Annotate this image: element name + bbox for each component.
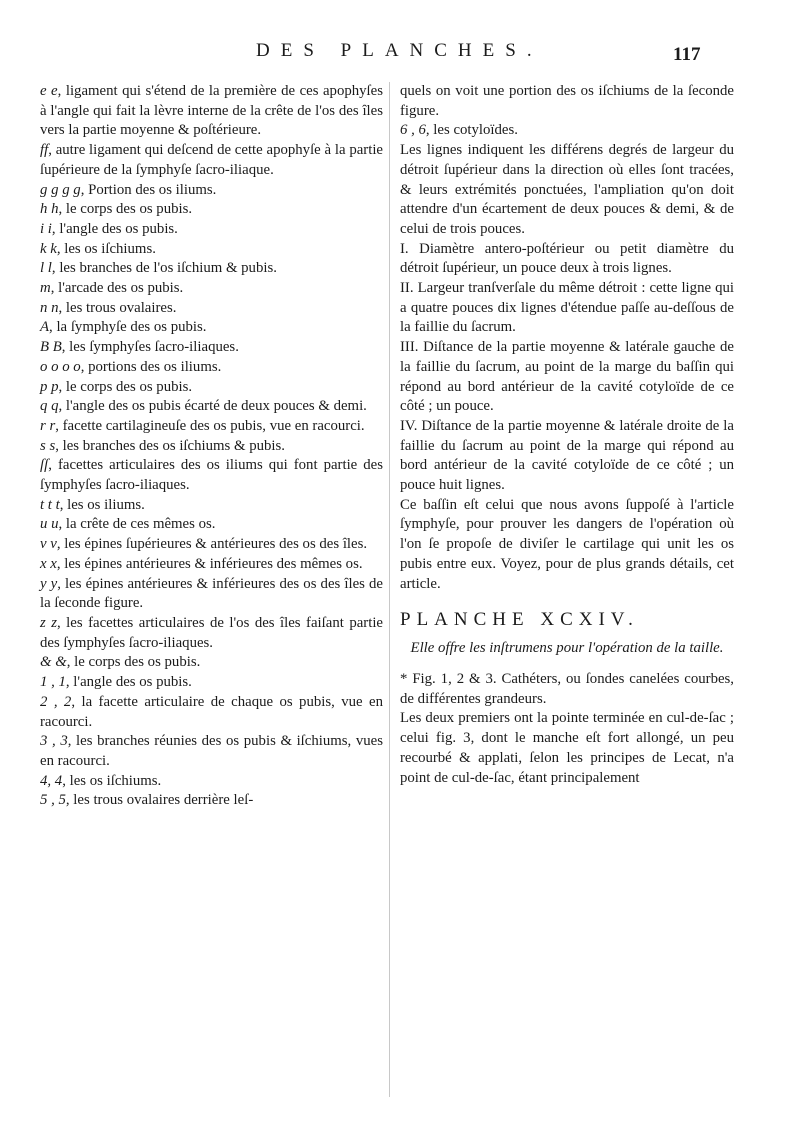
continuation-text: quels on voit une portion des os iſchiums de la ſeconde figure. [400,83,734,119]
legend-text: , le corps des os pubis. [58,378,193,395]
legend-key: g g g g [40,181,81,198]
legend-key: i i [40,220,52,237]
legend-text: , la facette articulaire de chaque os pubis, vue en racourci. [40,693,383,730]
legend-entry [40,732,383,771]
legend-entry [40,318,383,338]
legend-text: , les os iſchiums. [56,240,156,257]
legend-key: z z [40,614,57,631]
legend-entry [40,614,383,653]
legend-key: q q [40,398,59,415]
legend-text: , les épines antérieures & inférieures des mêmes os. [56,555,363,572]
legend-text: , l'angle des os pubis. [51,220,178,237]
legend-text: , l'arcade des os pubis. [50,280,184,297]
legend-text: , les branches des os iſchiums & pubis. [55,437,285,454]
figure-paragraph: * Fig. 1, 2 & 3. Cathéters, ou ſondes canelées courbes, de différentes grandeurs. [400,670,734,707]
numbered-item: I. Diamètre antero-poſtérieur ou petit diamètre du détroit ſupérieur, un pouce deux à trois lignes. [400,240,734,277]
legend-text: , les os iſchiums. [62,772,162,789]
legend-key: A [40,319,50,336]
legend-text: , le corps des os pubis. [58,201,193,218]
legend-entry [40,181,383,201]
legend-entry [40,791,383,811]
legend-entry [40,575,383,614]
legend-text: , les trous ovalaires derrière leſ- [65,792,254,809]
legend-entry [40,259,383,279]
plate-heading: PLANCHE XCXIV. [400,609,639,631]
legend-key: 1 , 1 [40,674,66,691]
legend-text: , les épines ſupérieures & antérieures des os des îles. [56,536,368,553]
legend-text: , les épines antérieures & inférieures des os des îles de la ſeconde figure. [40,575,383,612]
legend-text: , les branches de l'os iſchium & pubis. [51,260,277,277]
legend-entry [40,338,383,358]
closing-paragraph: Ce baſſin eſt celui que nous avons ſuppoſé à l'article ſymphyſe, pour prouver les dangers de l'opération où l'on ſe propoſe de diviſer le cartilage qui unit les os pubis entre eux. Voyez, pour de plus grands détails, cet article. [400,496,734,592]
legend-key: B B [40,339,62,356]
legend-key: 2 , 2 [40,693,72,710]
legend-entry [400,121,734,141]
numbered-item: IV. Diſtance de la partie moyenne & latérale droite de la faillie du ſacrum au point de la marge qui répond au bord antérieur de la cavité cotyloïde de ce côté ; un pouce huit lignes. [400,417,734,494]
legend-key: x x [40,555,57,572]
legend-entry [40,496,383,516]
legend-text: , autre ligament qui deſcend de cette apophyſe à la partie ſupérieure de la ſymphyſe ſacro-iliaque. [40,142,383,178]
right-column [400,82,734,788]
left-column [40,82,383,811]
legend-entry [40,240,383,260]
legend-key: s s [40,437,56,454]
legend-key: u u [40,516,59,533]
legend-text: , portions des os iliums. [80,358,222,375]
legend-key: y y [40,575,58,592]
legend-text: , les facettes articulaires de l'os des îles faiſant partie des ſymphyſes ſacro-iliaques. [40,614,384,651]
legend-entry [40,378,383,398]
legend-entry [40,279,383,299]
legend-text: , les trous ovalaires. [58,299,177,316]
legend-key: h h [40,201,59,218]
numbered-item: II. Largeur tranſverſale du même détroit : cette ligne qui a quatre pouces dix lignes d'étendue paſſe au-deſſous de la faillie du ſacrum. [400,280,734,336]
legend-key: p p [40,378,59,395]
legend-entry [40,673,383,693]
plate-caption: Elle offre les inſtrumens pour l'opération de la taille. [410,639,724,656]
legend-key: l l [40,260,52,277]
legend-text: , la ſymphyſe des os pubis. [49,319,207,336]
legend-text: , les branches réunies des os pubis & iſchiums, vues en racourci. [40,733,383,769]
legend-entry [40,456,383,495]
legend-text: , la crête de ces mêmes os. [58,516,216,533]
legend-text: , les os iliums. [59,496,145,513]
legend-key: n n [40,299,59,316]
running-title: DES PLANCHES. [256,40,543,61]
legend-text: , facette cartilagineuſe des os pubis, vue en racourci. [55,417,365,434]
legend-key: o o o o [40,358,81,375]
legend-text: , Portion des os iliums. [80,181,217,198]
legend-entry [40,220,383,240]
legend-key: 6 , 6 [400,122,426,139]
legend-entry [40,417,383,437]
legend-text: , ligament qui s'étend de la première de ces apophyſes à l'angle qui fait la lèvre interne de la crête de l'os des îles vers la partie moyenne & poſtérieure. [40,83,383,139]
legend-key: t t t [40,496,60,513]
legend-key: ff [40,142,49,159]
legend-key: r r [40,417,56,434]
legend-text: , les cotyloïdes. [425,122,518,139]
legend-entry [40,693,383,732]
legend-entry [40,555,383,575]
legend-text: , l'angle des os pubis écarté de deux pouces & demi. [58,398,367,415]
legend-key: v v [40,536,57,553]
legend-entry [40,397,383,417]
legend-entry [40,437,383,457]
legend-entry [40,358,383,378]
legend-key: & & [40,654,67,671]
legend-text: , l'angle des os pubis. [65,674,192,691]
legend-text: , le corps des os pubis. [66,654,201,671]
legend-key: k k [40,240,57,257]
legend-entry [40,535,383,555]
legend-key: 3 , 3 [40,733,68,750]
intro-paragraph: Les lignes indiquent les différens degrés de largeur du détroit ſupérieur dans la direction où elles ſont tracées, & leurs extrémités ponctuées, l'ampliation qu'on doit attendre d'un écartement de deux pouces & demi, & de celui de trois pouces. [400,142,734,237]
legend-key: 4, 4 [40,772,63,789]
legend-text: , les ſymphyſes ſacro-iliaques. [61,339,239,356]
legend-entry [40,82,383,141]
legend-entry [40,141,383,180]
legend-key: m [40,280,51,297]
legend-entry [40,200,383,220]
legend-key: e e [40,83,58,99]
legend-entry [40,653,383,673]
legend-key: ſſ [40,457,49,474]
legend-entry [40,299,383,319]
page-number: 117 [673,44,701,65]
legend-key: 5 , 5 [40,792,66,809]
numbered-item: III. Diſtance de la partie moyenne & latérale gauche de la faillie du ſacrum, au point de la marge du baſſin qui répond au bord antérieur de la cavité cotyloïde de ce côté ; un pouce. [400,339,734,415]
legend-text: , facettes articulaires des os iliums qui font partie des ſymphyſes ſacro-iliaques. [40,457,383,494]
legend-entry [40,772,383,792]
legend-entry [40,515,383,535]
column-divider [389,82,390,1097]
last-paragraph: Les deux premiers ont la pointe terminée en cul-de-ſac ; celui fig. 3, dont le manche eſt fort allongé, un peu recourbé & applati, ſelon les principes de Lecat, n'a point de cul-de-ſac, étant principalement [400,710,734,786]
